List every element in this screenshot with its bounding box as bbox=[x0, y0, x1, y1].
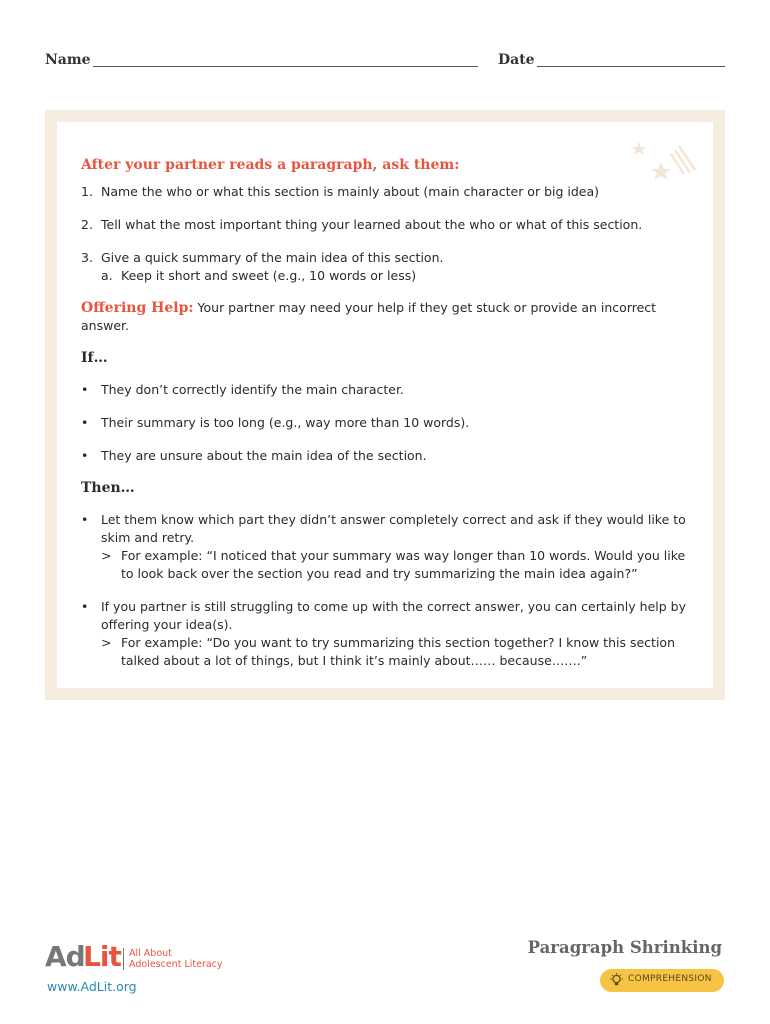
if-list bbox=[81, 381, 701, 465]
offering-help-text: Your partner may need your help if they get stuck or provide an incorrect answer. bbox=[81, 300, 657, 333]
instruction-card bbox=[45, 110, 725, 700]
logo-divider bbox=[123, 948, 124, 970]
adlit-logo: Ad Lit All About Adolescent Literacy bbox=[45, 940, 223, 973]
logo-tagline: All About Adolescent Literacy bbox=[129, 948, 223, 970]
comprehension-badge bbox=[600, 969, 724, 992]
card-content bbox=[81, 156, 701, 670]
offering-help-label: Offering Help: bbox=[81, 300, 194, 316]
if-item: • Their summary is too long (e.g., way more than 10 words). bbox=[81, 415, 470, 430]
name-line bbox=[93, 66, 478, 67]
card-body bbox=[57, 122, 713, 688]
questions-heading: After your partner reads a paragraph, ask them: bbox=[81, 157, 460, 173]
question-item: 1. Name the who or what this section is mainly about (main character or big idea) bbox=[81, 184, 600, 199]
then-item: • Let them know which part they didn’t answer completely correct and ask if they would like to skim and retry. > For example: “I noticed that your summary was way longer than 10 words. Would you like to look back over the section you read and try summarizing the main idea again?” bbox=[81, 511, 701, 583]
website-link[interactable]: www.AdLit.org bbox=[47, 979, 137, 994]
then-list bbox=[81, 511, 701, 670]
name-label: Name bbox=[45, 52, 91, 68]
if-item: • They are unsure about the main idea of the section. bbox=[81, 448, 427, 463]
then-example: > For example: “Do you want to try summarizing this section together? I know this section talked about a lot of things, but I think it’s mainly about…… because…….” bbox=[101, 635, 675, 668]
date-label: Date bbox=[498, 52, 535, 68]
badge-label: COMPREHENSION bbox=[628, 974, 712, 984]
date-line bbox=[537, 66, 725, 67]
then-item: • If you partner is still struggling to come up with the correct answer, you can certainly help by offering your idea(s). > For example: “Do you want to try summarizing this section together? I know this section talked about a lot of things, but I think it’s mainly about…… because…….” bbox=[81, 598, 701, 670]
then-heading: Then… bbox=[81, 480, 135, 496]
question-list bbox=[81, 183, 701, 285]
header bbox=[45, 50, 725, 74]
question-item: 2. Tell what the most important thing your learned about the who or what of this section. bbox=[81, 217, 643, 232]
document-title: Paragraph Shrinking bbox=[527, 938, 722, 957]
question-item: 3. Give a quick summary of the main idea of this section. a. Keep it short and sweet (e.g., 10 words or less) bbox=[81, 249, 701, 285]
if-heading: If… bbox=[81, 350, 108, 366]
if-item: • They don’t correctly identify the main character. bbox=[81, 382, 404, 397]
lightbulb-icon bbox=[609, 973, 624, 988]
then-example: > For example: “I noticed that your summary was way longer than 10 words. Would you like to look back over the section you read and try summarizing the main idea again?” bbox=[101, 548, 686, 581]
question-sub-item: a. Keep it short and sweet (e.g., 10 words or less) bbox=[101, 268, 417, 283]
offering-help bbox=[81, 299, 701, 335]
